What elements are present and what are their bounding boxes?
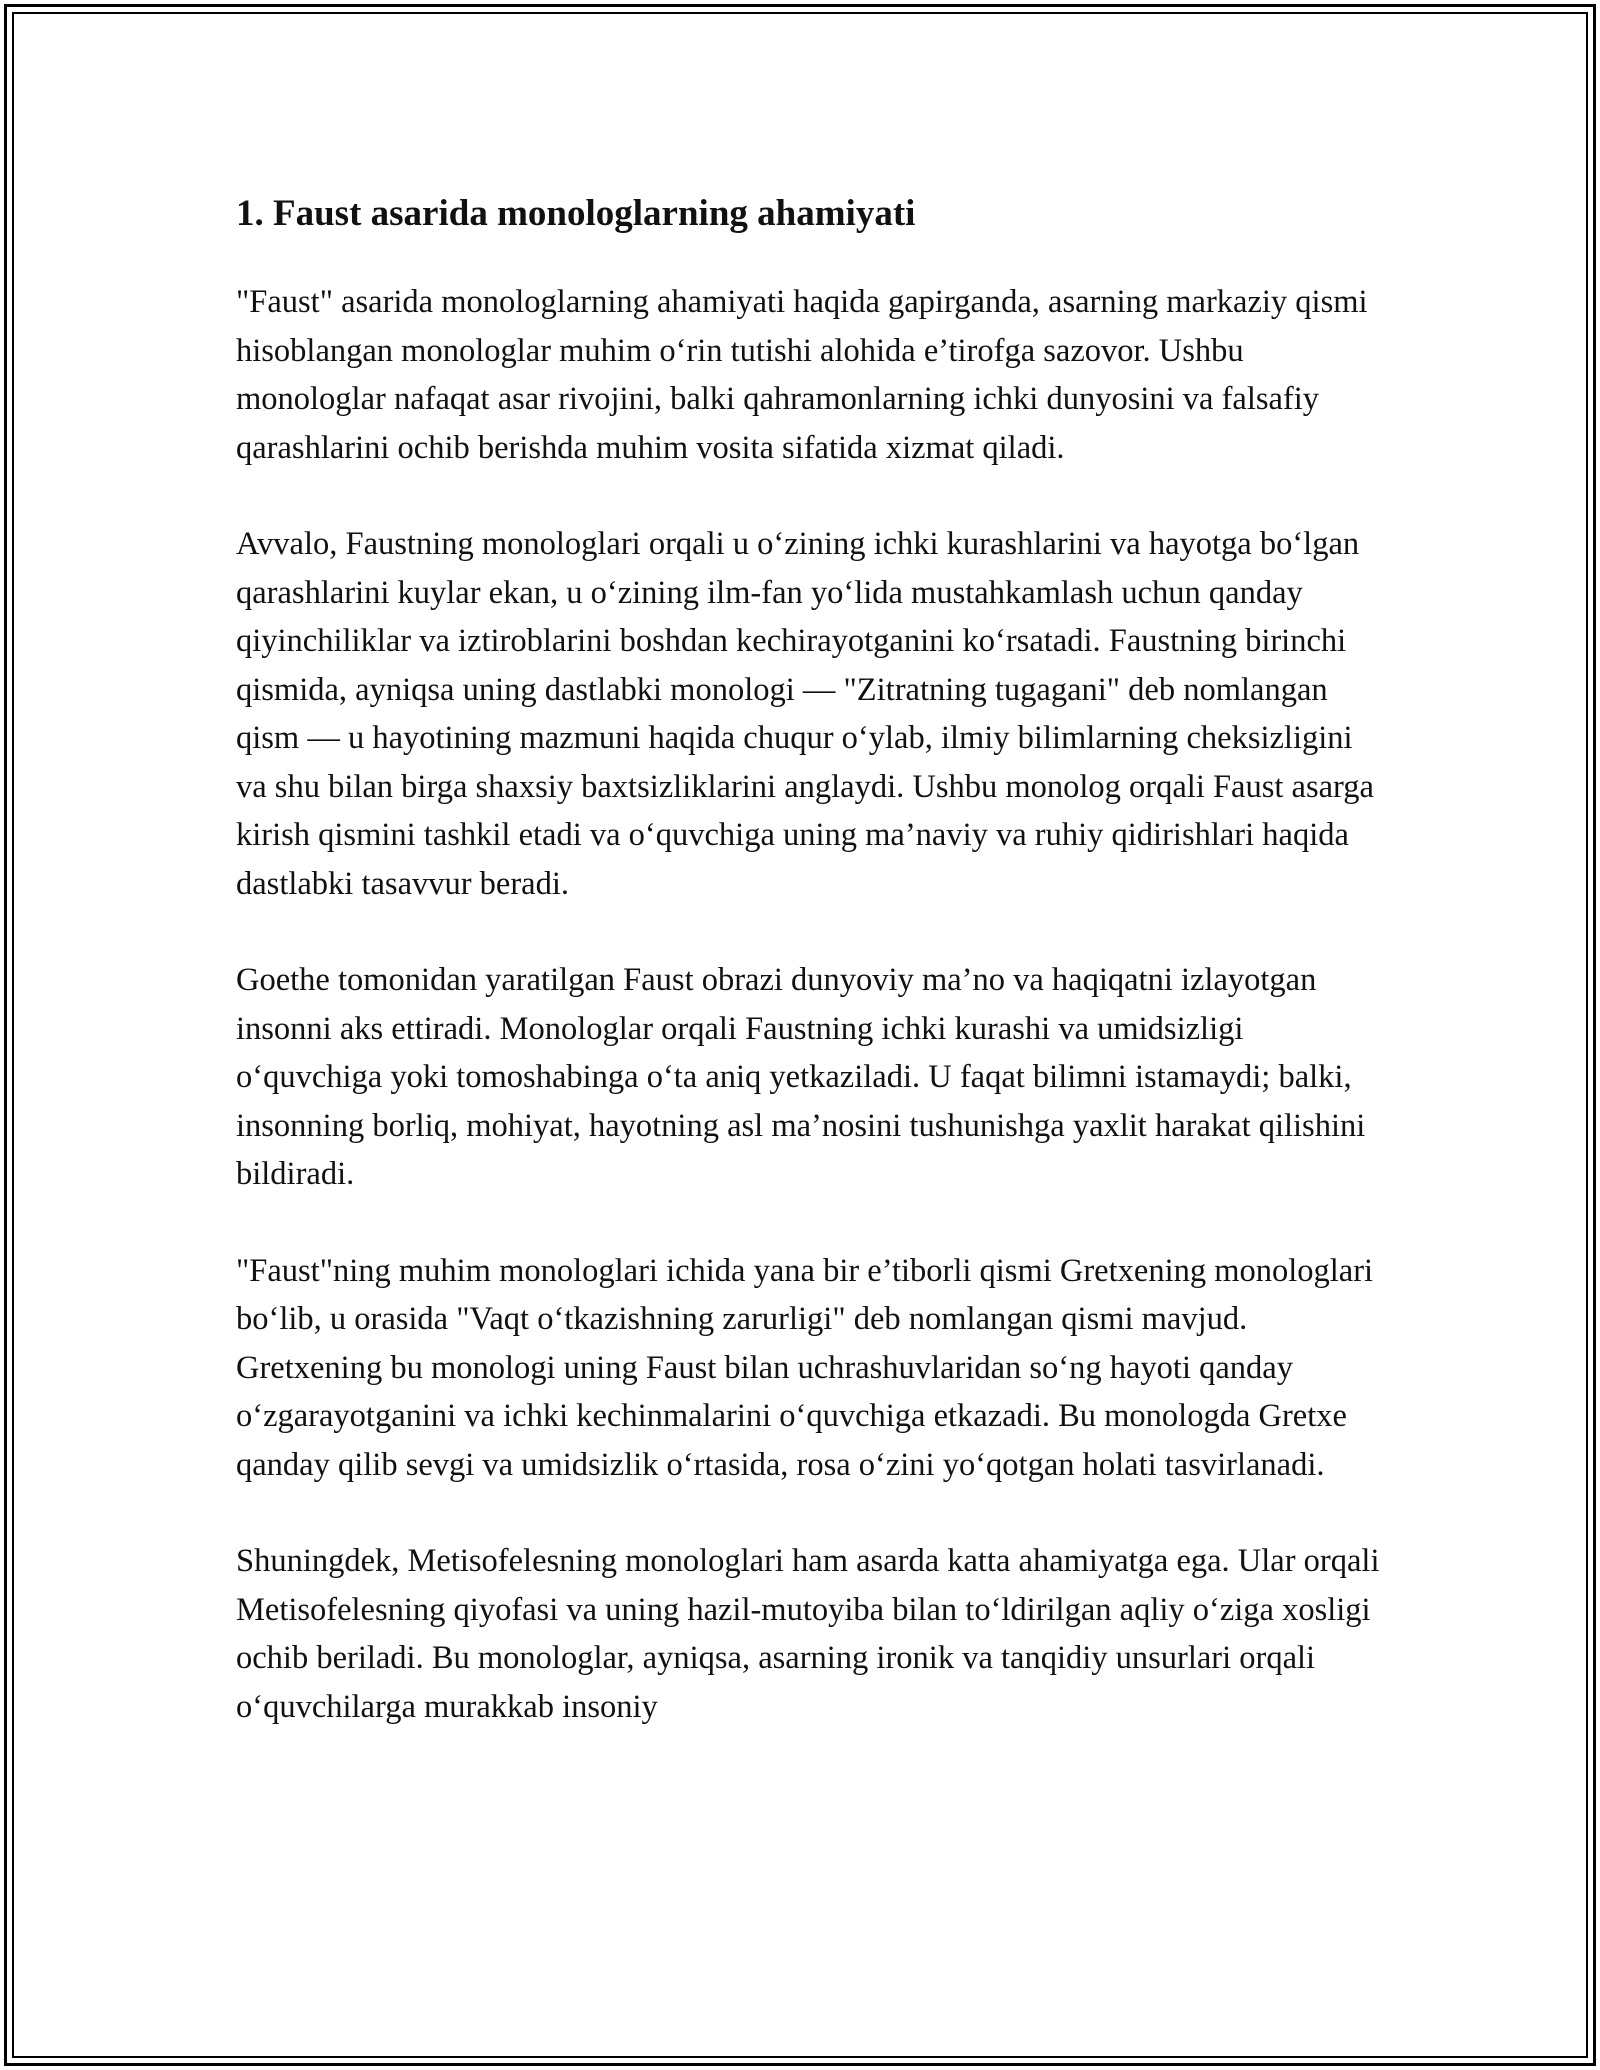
- paragraph-faust-monologues: Avvalo, Faustning monologlari orqali u o‘zining ichki kurashlarini va hayotga bo‘lgan qarashlarini kuylar ekan, u o‘zining ilm-fan yo‘lida mustahkamlash uchun qanday qiyinchiliklar va iztiroblarini boshdan kechirayotganini ko‘rsatadi. Faustning birinchi qismida, ayniqsa uning dastlabki monologi — "Zitratning tugagani" deb nomlangan qism — u hayotining mazmuni haqida chuqur o‘ylab, ilmiy bilimlarning cheksizligini va shu bilan birga shaxsiy baxtsizliklarini anglaydi. Ushbu monolog orqali Faust asarga kirish qismini tashkil etadi va o‘quvchiga uning ma’naviy va ruhiy qidirishlari haqida dastlabki tasavvur beradi.: [236, 526, 1374, 902]
- paragraph-gretchen-monologues: "Faust"ning muhim monologlari ichida yana bir e’tiborli qismi Gretxening monologlari bo‘lib, u orasida "Vaqt o‘tkazishning zarurligi" deb nomlangan qismi mavjud. Gretxening bu monologi uning Faust bilan uchrashuvlaridan so‘ng hayoti qanday o‘zgarayotganini va ichki kechinmalarini o‘quvchiga etkazadi. Bu monologda Gretxe qanday qilib sevgi va umidsizlik o‘rtasida, rosa o‘zini yo‘qotgan holati tasvirlanadi.: [236, 1252, 1374, 1483]
- paragraph-intro: "Faust" asarida monologlarning ahamiyati haqida gapirganda, asarning markaziy qismi hisoblangan monologlar muhim o‘rin tutishi alohida e’tirofga sazovor. Ushbu monologlar nafaqat asar rivojini, balki qahramonlarning ichki dunyosini va falsafiy qarashlarini ochib berishda muhim vosita sifatida xizmat qiladi.: [236, 284, 1368, 466]
- section-heading: 1. Faust asarida monologlarning ahamiyati: [236, 193, 916, 234]
- paragraph-mephistopheles-monologues: Shuningdek, Metisofelesning monologlari ham asarda katta ahamiyatga ega. Ular orqali Metisofelesning qiyofasi va uning hazil-mutoyiba bilan to‘ldirilgan aqliy o‘ziga xosligi ochib beriladi. Bu monologlar, ayniqsa, asarning ironik va tanqidiy unsurlari orqali o‘quvchilarga murakkab insoniy: [236, 1543, 1380, 1725]
- document-body: [236, 186, 1386, 1779]
- paragraph-goethe-faust: Goethe tomonidan yaratilgan Faust obrazi dunyoviy ma’no va haqiqatni izlayotgan insonni aks ettiradi. Monologlar orqali Faustning ichki kurashi va umidsizligi o‘quvchiga yoki tomoshabinga o‘ta aniq yetkaziladi. U faqat bilimni istamaydi; balki, insonning borliq, mohiyat, hayotning asl ma’nosini tushunishga yaxlit harakat qilishini bildiradi.: [236, 962, 1366, 1192]
